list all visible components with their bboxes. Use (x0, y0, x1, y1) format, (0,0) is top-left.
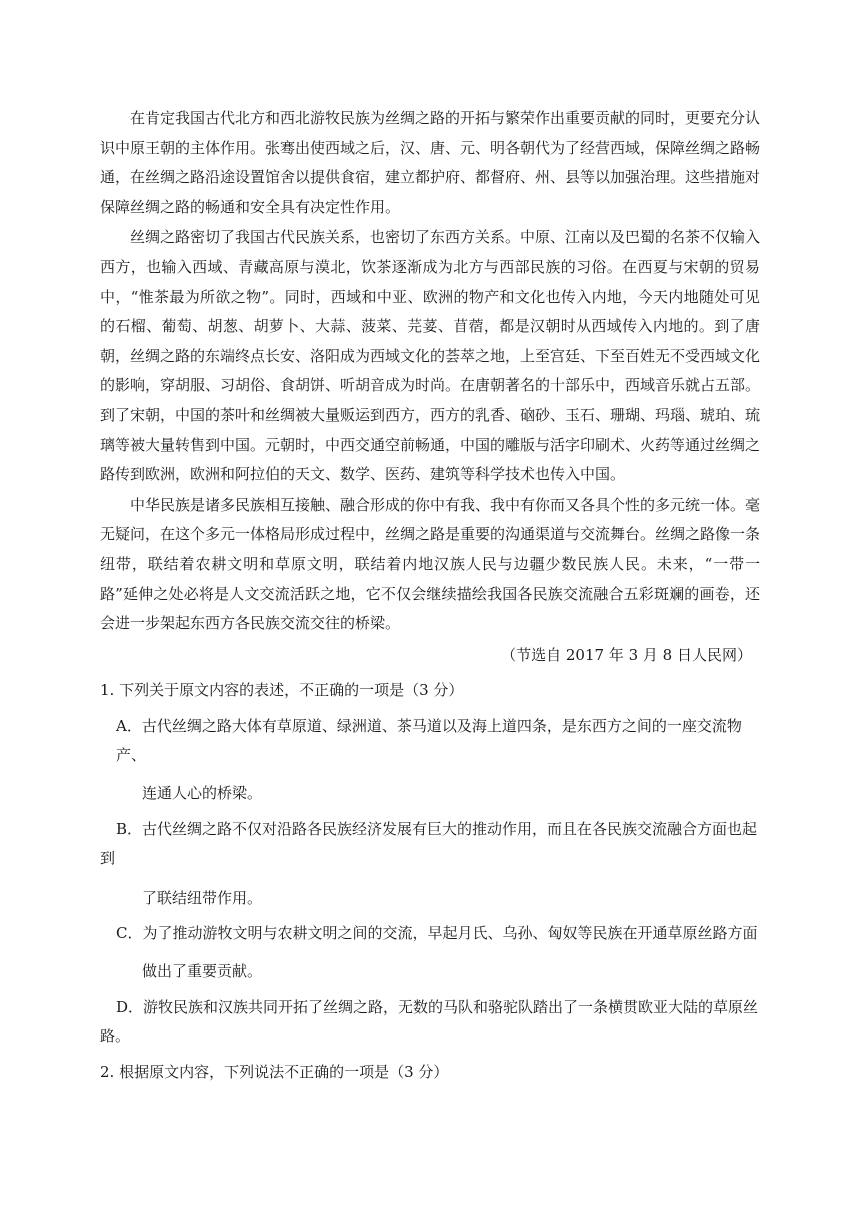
passage-paragraph-1: 在肯定我国古代北方和西北游牧民族为丝绸之路的开拓与繁荣作出重要贡献的同时，更要充分认识中原王朝的主体作用。张骞出使西域之后，汉、唐、元、明各朝代为了经营西域，保障丝绸之路畅通，在丝绸之路沿途设置馆舍以提供食宿，建立都护府、都督府、州、县等以加强治理。这些措施对保障丝绸之路的畅通和安全具有决定性作用。 (100, 109, 761, 216)
option-b-line-2: 到 (100, 849, 116, 868)
option-c-line-1: C．为了推动游牧文明与农耕文明之间的交流，早起月氏、乌孙、匈奴等民族在开通草原丝路方面 (116, 924, 758, 943)
passage-source: （节选自 2017 年 3 月 8 日人民网） (501, 645, 752, 664)
option-c (100, 919, 760, 986)
passage-paragraph-3: 中华民族是诸多民族相互接触、融合形成的你中有我、我中有你而又各具个性的多元统一体。毫无疑问，在这个多元一体格局形成过程中，丝绸之路是重要的沟通渠道与交流舞台。丝绸之路像一条纽带，联结着农耕文明和草原文明，联结着内地汉族人民与边疆少数民族人民。未来，“一带一路”延伸之处必将是人文交流活跃之地，它不仅会继续描绘我国各民族交流融合五彩斑斓的画卷，还会进一步架起东西方各民族交流交往的桥梁。 (100, 495, 761, 633)
option-c-line-2: 做出了重要贡献。 (142, 962, 263, 981)
option-d (100, 993, 760, 1052)
question-1-stem: 1. 下列关于原文内容的表述，不正确的一项是（3 分） (100, 681, 464, 700)
option-b-line-3: 了联结纽带作用。 (142, 888, 263, 907)
question-2 (100, 1058, 760, 1088)
option-d-line-2: 路。 (100, 1027, 131, 1046)
document-page (100, 104, 760, 1087)
option-d-line-1: D．游牧民族和汉族共同开拓了丝绸之路，无数的马队和骆驼队踏出了一条横贯欧亚大陆的草原丝 (116, 997, 759, 1016)
option-b (100, 815, 760, 914)
passage (100, 104, 760, 670)
question-1 (100, 676, 760, 1052)
option-a (100, 712, 760, 809)
passage-paragraph-2: 丝绸之路密切了我国古代民族关系，也密切了东西方关系。中原、江南以及巴蜀的名茶不仅输入西方，也输入西域、青藏高原与漠北，饮茶逐渐成为北方与西部民族的习俗。在西夏与宋朝的贸易中，“惟茶最为所欲之物”。同时，西域和中亚、欧洲的物产和文化也传入内地，今天内地随处可见的石榴、葡萄、胡葱、胡萝卜、大蒜、菠菜、芫荽、苜蓿，都是汉朝时从西域传入内地的。到了唐朝，丝绸之路的东端终点长安、洛阳成为西域文化的荟萃之地，上至宫廷、下至百姓无不受西域文化的影响，穿胡服、习胡俗、食胡饼、听胡音成为时尚。在唐朝著名的十部乐中，西域音乐就占五部。到了宋朝，中国的茶叶和丝绸被大量贩运到西方，西方的乳香、硇砂、玉石、珊瑚、玛瑙、琥珀、琉璃等被大量转售到中国。元朝时，中西交通空前畅通，中国的雕版与活字印刷术、火药等通过丝绸之路传到欧洲，欧洲和阿拉伯的天文、数学、医药、建筑等科学技术也传入中国。 (100, 228, 761, 484)
option-b-line-1: B．古代丝绸之路不仅对沿路各民族经济发展有巨大的推动作用，而且在各民族交流融合方面也起 (116, 819, 758, 838)
option-a-line-1: A．古代丝绸之路大体有草原道、绿洲道、茶马道以及海上道四条，是东西方之间的一座交流物产、 (116, 716, 742, 765)
option-a-line-2: 连通人心的桥梁。 (142, 784, 263, 803)
question-2-stem: 2. 根据原文内容，下列说法不正确的一项是（3 分） (100, 1062, 449, 1081)
